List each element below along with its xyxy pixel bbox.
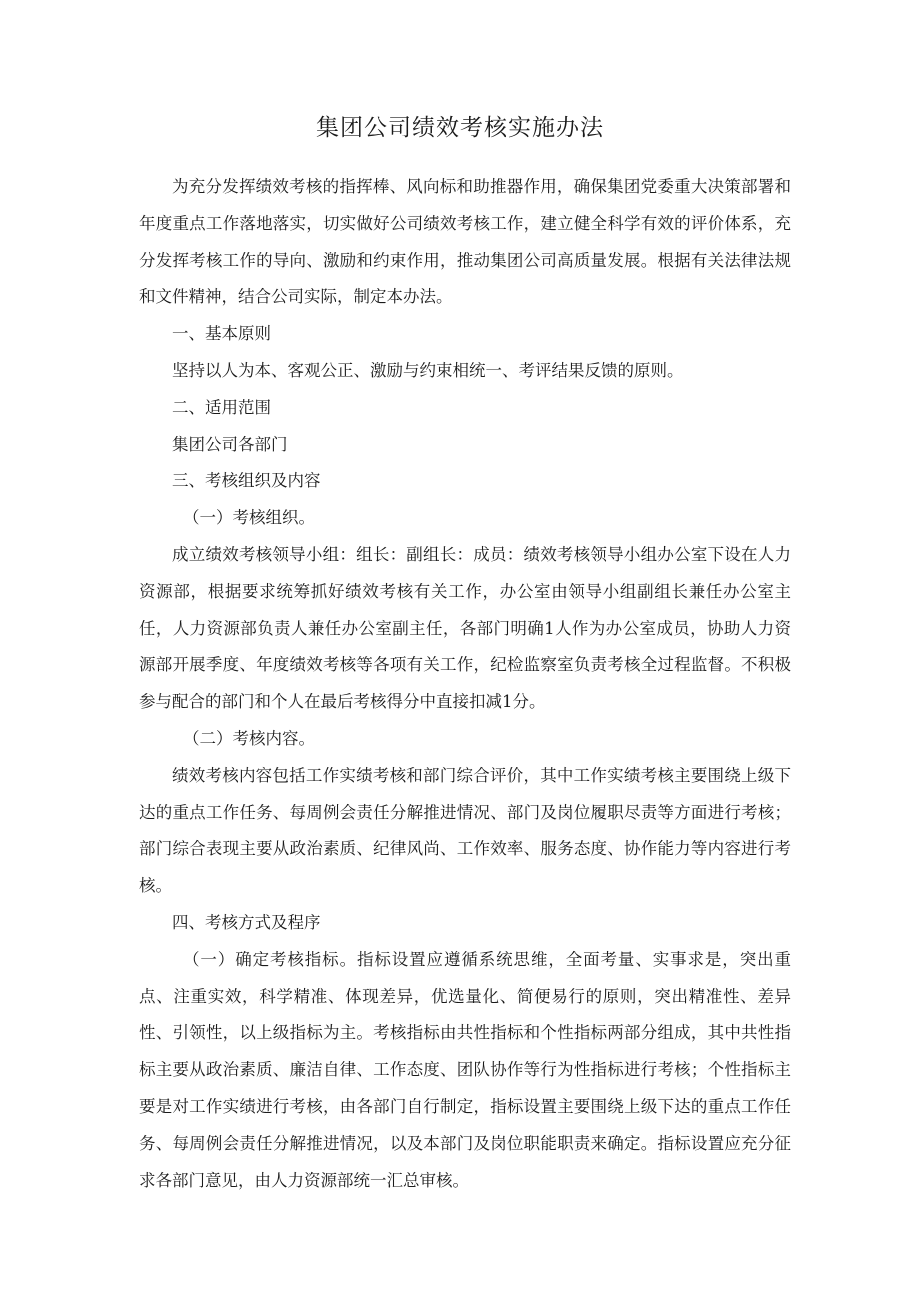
- content-paragraph: 绩效考核内容包括工作实绩考核和部门综合评价，其中工作实绩考核主要围绕上级下达的重点工作任务、每周例会责任分解推进情况、部门及岗位履职尽责等方面进行考核；部门综合表现主要从政治素质、纪律风尚、工作效率、服务态度、协作能力等内容进行考核。: [139, 765, 791, 896]
- intro-paragraph: 为充分发挥绩效考核的指挥棒、风向标和助推器作用，确保集团党委重大决策部署和年度重点工作落地落实，切实做好公司绩效考核工作，建立健全科学有效的评价体系，充分发挥考核工作的导向、激励和约束作用，推动集团公司高质量发展。根据有关法律法规和文件精神，结合公司实际，制定本办法。: [139, 177, 791, 307]
- document-body: [139, 169, 791, 1199]
- section-heading-method-procedure: 四、考核方式及程序: [172, 912, 321, 932]
- basic-principles-paragraph: 坚持以人为本、客观公正、激励与约束相统一、考评结果反馈的原则。: [172, 360, 684, 380]
- indicators-paragraph: （一）确定考核指标。指标设置应遵循系统思维，全面考量、实事求是，突出重点、注重实效，科学精准、体现差异，优选量化、简便易行的原则，突出精准性、差异性、引领性，以上级指标为主。考核指标由共性指标和个性指标两部分组成，其中共性指标主要从政治素质、廉洁自律、工作态度、团队协作等行为性指标进行考核；个性指标主要是对工作实绩进行考核，由各部门自行制定，指标设置主要围绕上级下达的重点工作任务、每周例会责任分解推进情况，以及本部门及岗位职能职责来确定。指标设置应充分征求各部门意见，由人力资源部统一汇总审核。: [139, 949, 791, 1190]
- section-heading-organization-content: 三、考核组织及内容: [172, 471, 321, 491]
- scope-paragraph: 集团公司各部门: [172, 434, 288, 454]
- subheading-organization: （一）考核组织。: [183, 508, 315, 528]
- organization-paragraph: 成立绩效考核领导小组：组长：副组长：成员：绩效考核领导小组办公室下设在人力资源部，根据要求统筹抓好绩效考核有关工作，办公室由领导小组副组长兼任办公室主任，人力资源部负责人兼任办公室副主任，各部门明确1人作为办公室成员，协助人力资源部开展季度、年度绩效考核等各项有关工作，纪检监察室负责考核全过程监督。不积极参与配合的部门和个人在最后考核得分中直接扣减1分。: [139, 544, 791, 712]
- section-heading-scope: 二、适用范围: [172, 397, 271, 417]
- subheading-content: （二）考核内容。: [183, 728, 315, 748]
- document-title: 集团公司绩效考核实施办法: [316, 115, 604, 141]
- section-heading-basic-principles: 一、基本原则: [172, 324, 271, 344]
